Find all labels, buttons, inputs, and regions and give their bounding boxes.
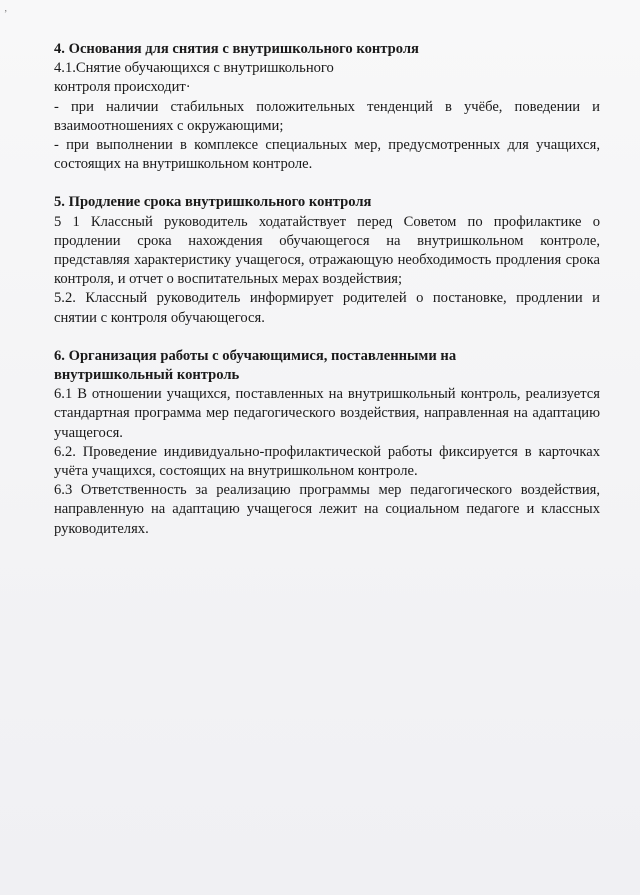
section-5-item-2: 5.2. Классный руководитель информирует родителей о постановке, продлении и снятии с контроля обучающегося. [54, 290, 600, 326]
section-4-item-1: - при наличии стабильных положительных тенденций в учёбе, поведении и взаимоотношениях с окружающими; [54, 98, 600, 134]
section-6-item-3: 6.3 Ответственность за реализацию программы мер педагогического воздействия, направленную на адаптацию учащегося лежит на социальном педагоге и классных руководителях. [54, 482, 600, 537]
section-4-line-1: 4.1.Снятие обучающихся с внутришкольного [54, 60, 334, 77]
section-6-item-2: 6.2. Проведение индивидуально-профилактической работы фиксируется в карточках учёта учащихся, состоящих на внутришкольном контроле. [54, 443, 600, 480]
scan-corner-mark: ’ [4, 9, 8, 20]
section-gap [54, 174, 600, 193]
section-6-item-1: 6.1 В отношении учащихся, поставленных на внутришкольный контроль, реализуется стандартная программа мер педагогического воздействия, направленная на адаптацию учащегося. [54, 386, 600, 441]
section-5-heading: 5. Продление срока внутришкольного контроля [54, 194, 372, 211]
section-5-item-1: 5 1 Классный руководитель ходатайствует перед Советом по профилактике о продлении срока нахождения обучающегося на внутришкольном контроле, представляя характеристику учащегося, отражающую необходимость продления срока контроля, и отчет о воспитательных мерах воздействия; [54, 213, 600, 288]
section-4-heading: 4. Основания для снятия с внутришкольного контроля [54, 41, 419, 57]
section-6-heading-line-1: 6. Организация работы с обучающимися, поставленными на [54, 347, 457, 364]
section-4-item-2: - при выполнении в комплексе специальных мер, предусмотренных для учащихся, состоящих на внутришкольном контроле. [54, 137, 600, 173]
document-body [54, 40, 600, 539]
section-6 [54, 347, 600, 539]
section-gap [54, 328, 600, 347]
section-4 [54, 40, 600, 174]
section-5 [54, 193, 600, 327]
section-6-heading-line-2: внутришкольный контроль [54, 367, 240, 384]
section-4-line-2: контроля происходит· [54, 79, 191, 96]
